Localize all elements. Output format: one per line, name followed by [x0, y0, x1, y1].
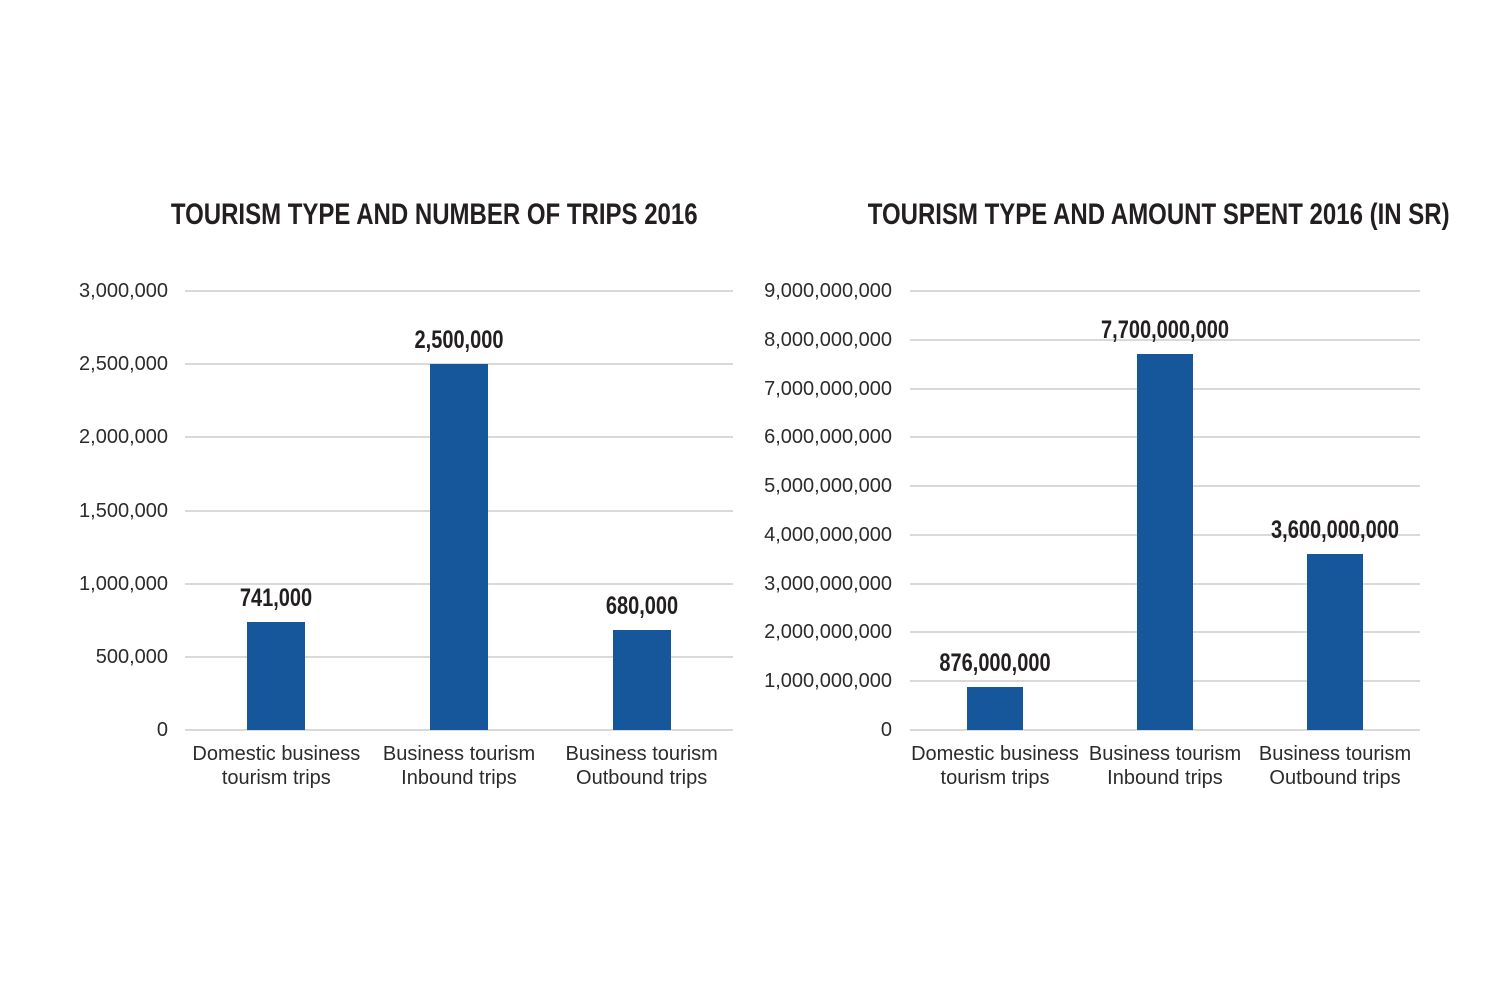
x-category-label: Domestic business tourism trips: [911, 743, 1079, 789]
chart-amount-spent: [750, 0, 1500, 1000]
x-category-label: Business tourism Inbound trips: [382, 743, 536, 789]
bar-value-label: 741,000: [240, 583, 313, 612]
x-category-label: Business tourism Outbound trips: [565, 743, 718, 789]
bar-value-label: 2,500,000: [414, 326, 504, 355]
bar: [613, 630, 671, 730]
bar-value-label: 876,000,000: [939, 649, 1051, 678]
bar: [1137, 354, 1193, 730]
y-tick-label: 3,000,000,000: [764, 572, 892, 595]
bar-value-label: 7,700,000,000: [1101, 316, 1229, 345]
x-category-label: Business tourism Inbound trips: [1088, 743, 1242, 789]
y-tick-label: 3,000,000: [79, 280, 168, 302]
bar-value-label: 680,000: [605, 592, 678, 621]
chart-title-text: TOURISM TYPE AND NUMBER OF TRIPS 2016: [170, 198, 698, 231]
x-category-label: Business tourism Outbound trips: [1258, 743, 1412, 789]
bar: [1307, 554, 1363, 730]
y-tick-label: 4,000,000,000: [764, 523, 892, 546]
bar: [967, 687, 1023, 730]
y-tick-label: 1,500,000: [79, 499, 168, 522]
y-tick-label: 2,000,000,000: [764, 621, 892, 644]
y-tick-label: 8,000,000,000: [764, 328, 892, 351]
y-tick-label: 0: [880, 719, 892, 741]
y-tick-label: 7,000,000,000: [764, 377, 892, 400]
bar-value-label: 3,600,000,000: [1271, 516, 1399, 545]
y-tick-label: 1,000,000,000: [764, 670, 892, 693]
y-tick-label: 5,000,000,000: [764, 475, 892, 498]
y-tick-label: 1,000,000: [79, 572, 168, 595]
chart-title-text: TOURISM TYPE AND AMOUNT SPENT 2016 (IN SR): [867, 198, 1450, 231]
bar: [247, 622, 305, 730]
bar: [430, 364, 488, 730]
y-tick-label: 2,000,000: [79, 426, 168, 449]
y-tick-label: 0: [156, 719, 168, 741]
y-tick-label: 2,500,000: [79, 353, 168, 376]
x-category-label: Domestic business tourism trips: [192, 743, 361, 789]
y-tick-label: 9,000,000,000: [764, 280, 892, 302]
gridline: [910, 290, 1420, 292]
gridline: [185, 290, 733, 292]
y-tick-label: 500,000: [95, 645, 168, 668]
chart-title: [105, 197, 705, 233]
chart-title: [795, 197, 1450, 233]
y-tick-label: 6,000,000,000: [764, 426, 892, 449]
